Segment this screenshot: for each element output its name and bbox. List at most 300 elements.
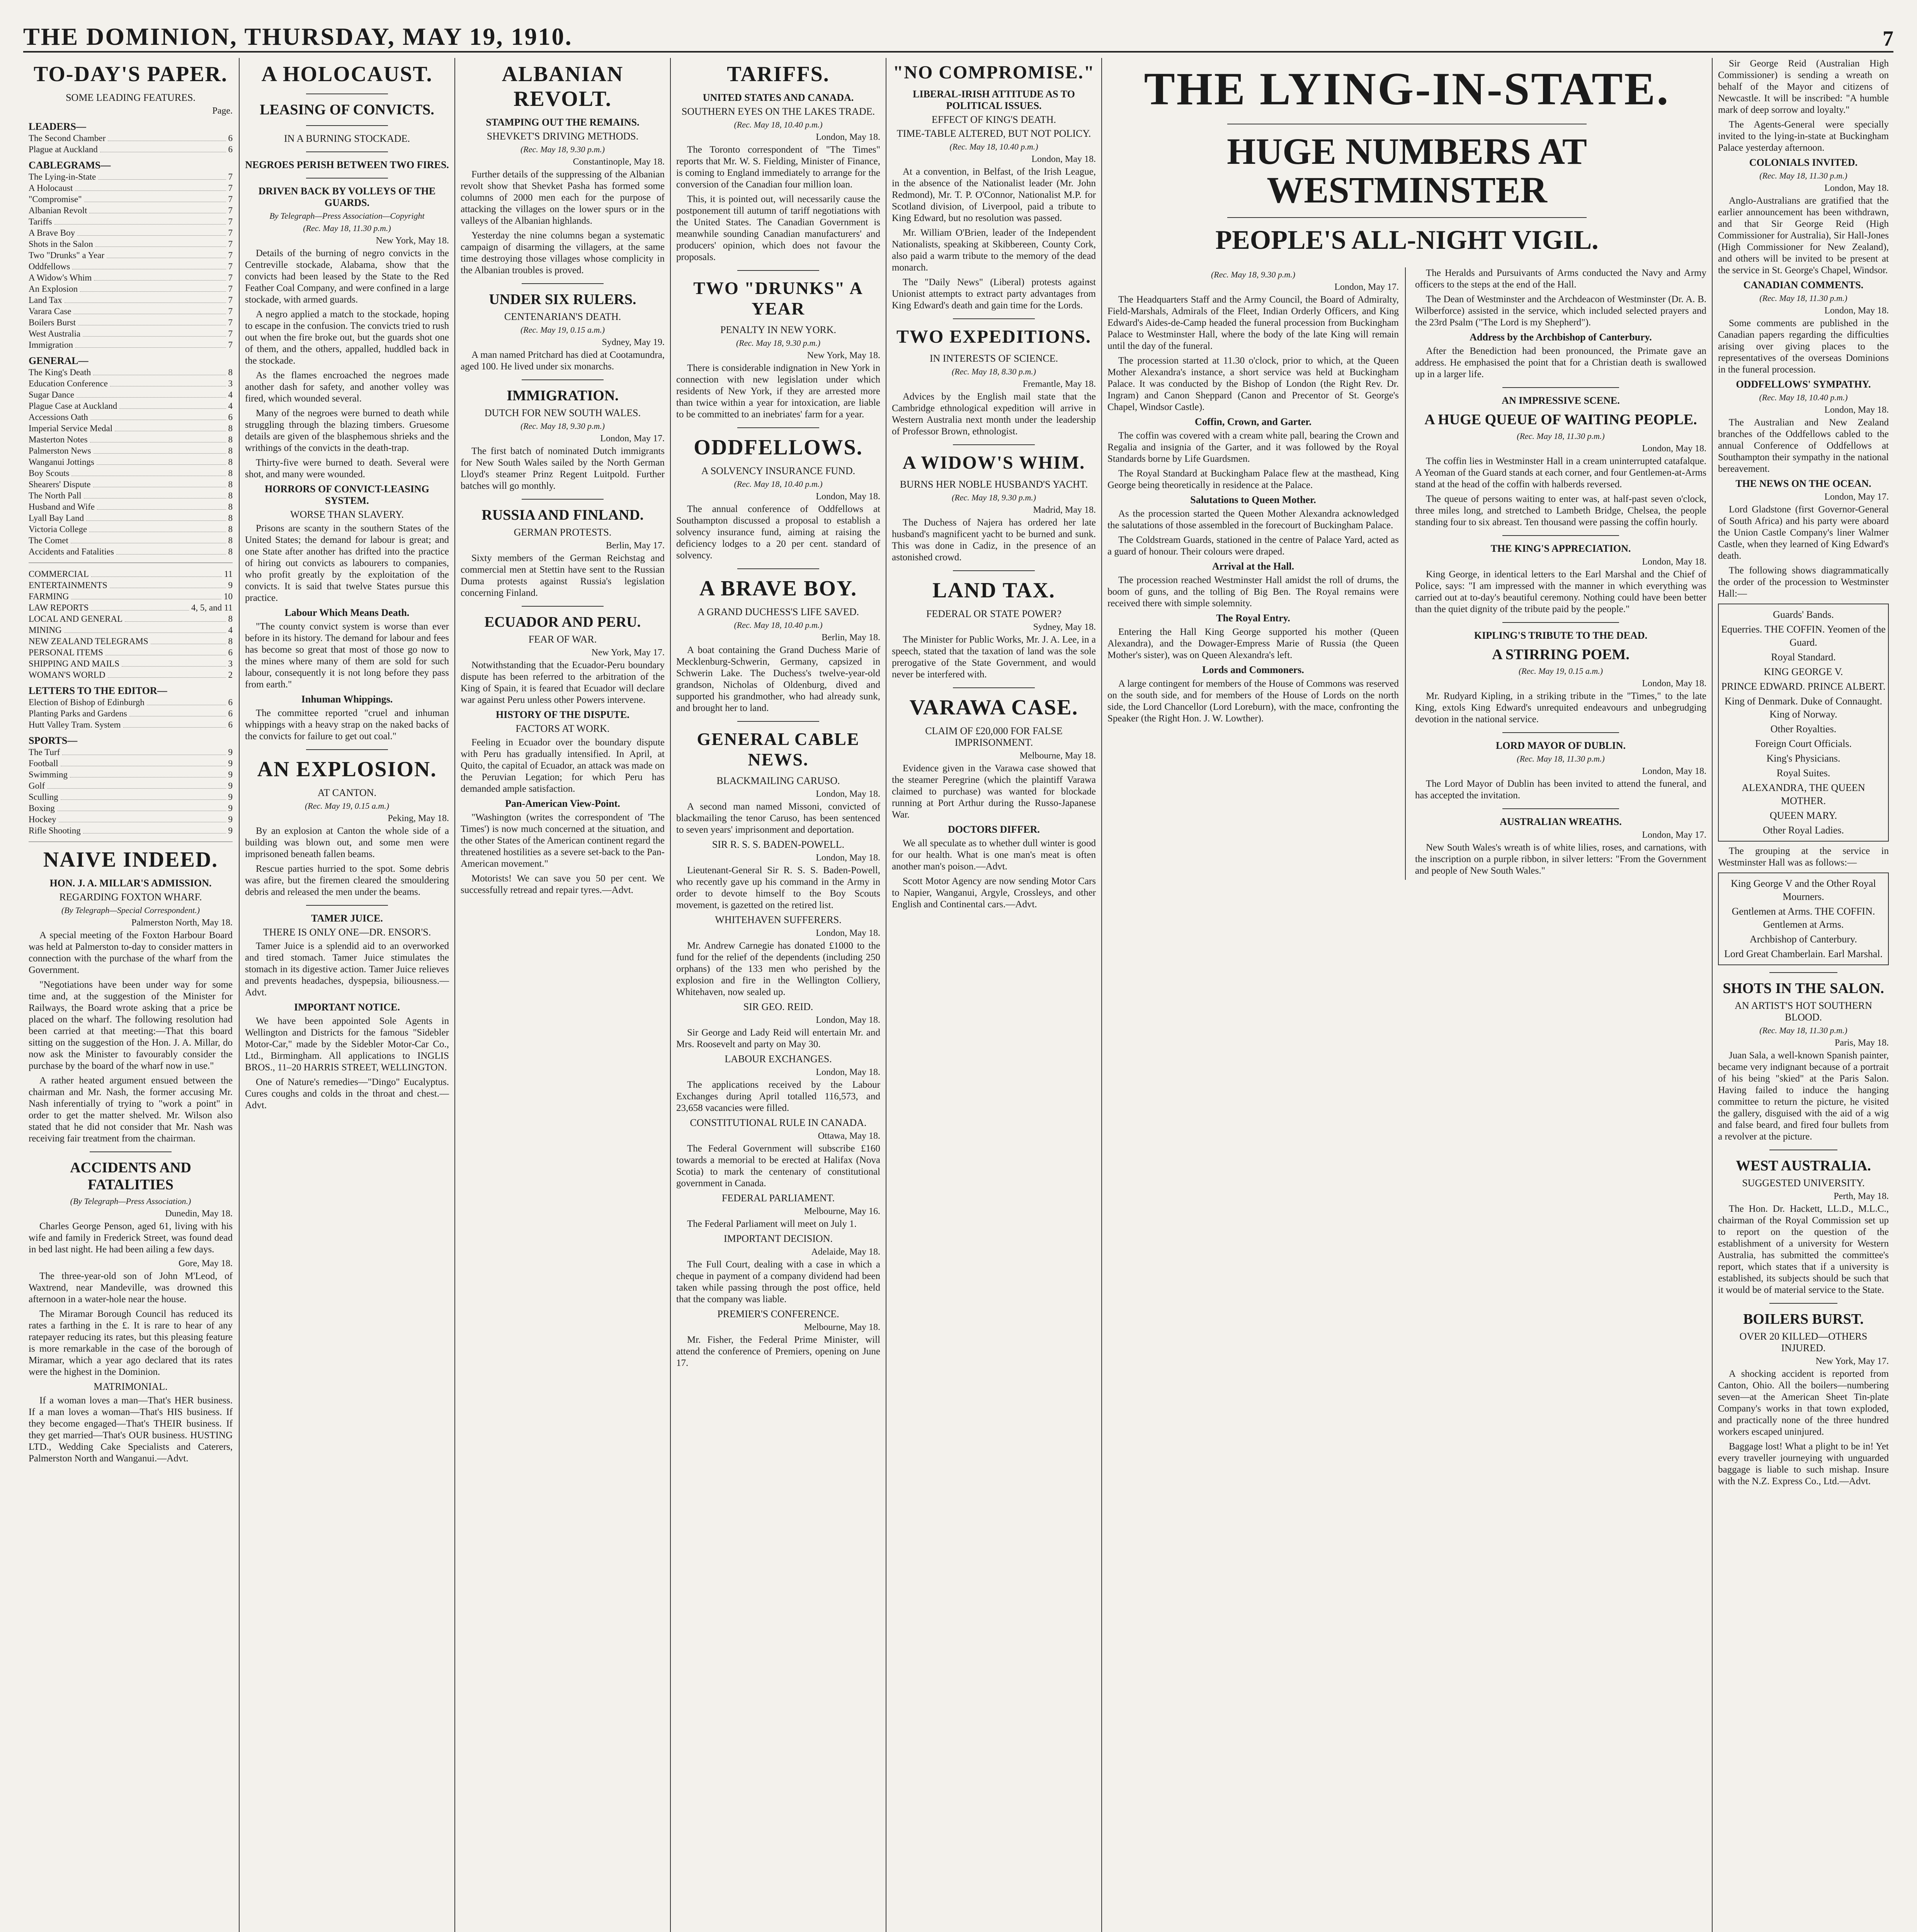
column-3 (455, 58, 670, 1932)
contents-title: "Compromise" (29, 194, 82, 204)
contents-row (29, 216, 233, 227)
contents-title: Rifle Shooting (29, 826, 81, 835)
article-paragraph: Further details of the suppressing of the Albanian revolt show that Shevket Pasha has formed some columns of 2000 men each for the purpose of attacking the villages on the lower spurs or in the valleys of the Albanian highlands. (461, 169, 665, 226)
column-5 (886, 58, 1101, 1932)
advertisement: Baggage lost! What a plight to be in! Yet every traveller journeying with unguarded baggage is liable to such mishap. Insure with the N.Z. Express Co., Ltd.—Advt. (1718, 1441, 1889, 1486)
article-paragraph: The procession reached Westminster Hall amidst the roll of drums, the boom of guns, and the tolling of Big Ben. The Royal remains were received there with simple solemnity. (1107, 575, 1399, 609)
contents-page: 11 (224, 569, 233, 579)
contents-page: 7 (228, 329, 233, 338)
contents-row (29, 468, 233, 479)
contents-page: 7 (228, 250, 233, 260)
dateline: Berlin, May 18. (822, 633, 880, 643)
article-paragraph: The first batch of nominated Dutch immigrants for New South Wales sailed by the North German Lloyd's steamer Prinz Regent Luitpold. Further batches will go monthly. (461, 446, 665, 491)
albanian-sub: SHEVKET'S DRIVING METHODS. (486, 131, 639, 142)
article-paragraph: Juan Sala, a well-known Spanish painter, became very indignant because of a portrait of his being "skied" at the Paris Salon. Having failed to induce the hanging committee to return the picture, he visited the gallery, disguised with the aid of a wig and false beard, and fired four bullets from a revolver at the picture. (1718, 1050, 1889, 1142)
west-australia-heading: WEST AUSTRALIA. (1736, 1158, 1871, 1174)
contents-row (29, 580, 233, 591)
albanian-heading: ALBANIAN REVOLT. (502, 62, 624, 111)
contents-title: Plague Case at Auckland (29, 401, 117, 411)
article-paragraph: As the flames encroached the negroes made another dash for safety, and another volley was fired, which wounded several. (245, 370, 449, 404)
section-heading: Labour Which Means Death. (284, 607, 410, 618)
expeditions-heading: TWO EXPEDITIONS. (896, 327, 1092, 347)
contents-title: Plague at Auckland (29, 145, 98, 154)
contents-title: NEW ZEALAND TELEGRAMS (29, 636, 148, 646)
contents-page: 7 (228, 228, 233, 238)
drunks-heading: TWO "DRUNKS" A YEAR (693, 278, 863, 318)
contents-page: 6 (228, 145, 233, 154)
contents-row (29, 708, 233, 719)
article-paragraph: Details of the burning of negro convicts in the Centreville stockade, Alabama, show that the convicts had been leased by the State to the Red Feather Coal Company, and were confined in a large stockade, with armed guards. (245, 248, 449, 305)
contents-row (29, 182, 233, 194)
holocaust-sub: LEASING OF CONVICTS. (260, 102, 434, 118)
dateline: New York, May 17. (591, 648, 665, 658)
article-paragraph: Evidence given in the Varawa case showed that the steamer Peregrine (which the plaintiff Varawa claimed to purchase) was wanted for blockade running at Port Arthur during the Russo-Japanese War. (892, 763, 1096, 820)
contents-title: FARMING (29, 592, 69, 601)
article-paragraph: The Lord Mayor of Dublin has been invited to attend the funeral, and has accepted the invitation. (1415, 779, 1706, 801)
holocaust-sub: IN A BURNING STOCKADE. (284, 133, 410, 144)
contents-page: 6 (228, 412, 233, 422)
contents-title: A Holocaust (29, 183, 73, 193)
dateline: Constantinople, May 18. (573, 157, 665, 167)
contents-title: MINING (29, 625, 62, 635)
received-line: (Rec. May 18, 10.40 p.m.) (734, 620, 823, 630)
drunks-sub: PENALTY IN NEW YORK. (720, 324, 836, 335)
article-paragraph: A negro applied a match to the stockade, hoping to escape in the confusion. The convicts tried to rush out when the fire broke out, but the guards shot one of them, and the others, appalled, huddled back in the stockade. (245, 309, 449, 366)
section-heading: SIR R. S. S. BADEN-POWELL. (712, 839, 845, 850)
dateline: London, May 18. (1642, 679, 1706, 689)
column-1 (23, 58, 238, 1932)
contents-page: 8 (228, 614, 233, 624)
contents-page: 6 (228, 709, 233, 718)
received-line: (Rec. May 18, 11.30 p.m.) (1759, 171, 1847, 180)
contents-title: LAW REPORTS (29, 603, 89, 612)
section-heading: COLONIALS INVITED. (1749, 157, 1858, 168)
advertisement: If a woman loves a man—That's HER business. If a man loves a woman—That's HIS business. If they become engaged—That's THEIR business. If they get married—That's OUR business. HUSTING LTD., Wedding Cake Specialists and Caterers, Palmerston North and Wanganui.—Advt. (29, 1395, 233, 1464)
article-paragraph: Yesterday the nine columns began a systematic campaign of disarming the villagers, at the same time destroying those villages whose complicity in the Albanian troubles is proved. (461, 230, 665, 276)
contents-page: 8 (228, 468, 233, 478)
dateline: Fremantle, May 18. (1022, 379, 1096, 389)
article-paragraph: The Duchess of Najera has ordered her late husband's magnificent yacht to be burned and sunk. This was done in Cadiz, in the presence of an astonished crowd. (892, 517, 1096, 563)
dateline: London, May 18. (816, 853, 880, 863)
contents-row (29, 456, 233, 468)
contents-page: 8 (228, 536, 233, 545)
dateline: Paris, May 18. (1835, 1038, 1889, 1048)
dateline: New York, May 18. (376, 236, 449, 246)
article-paragraph: The Miramar Borough Council has reduced its rates a farthing in the £. It is rare to hear of any ratepayer reducing its rates, but this pleasing feature is more remarkable in the case of the borough of Miramar, which a year ago declared that its rates were the highest in the Dominion. (29, 1309, 233, 1377)
dateline: London, May 17. (1824, 492, 1889, 502)
letters-list (29, 697, 233, 730)
dateline: London, May 18. (816, 928, 880, 938)
contents-page: 7 (228, 295, 233, 305)
advertisement: Scott Motor Agency are now sending Motor Cars to Napier, Wanganui, Argyle, Crossleys, and other English and Continental cars.—Advt. (892, 876, 1096, 910)
dateline: London, May 17. (1642, 830, 1706, 840)
advertisement: We all speculate as to whether dull winter is good for our health. What is one man's meat is often another man's poison.—Advt. (892, 838, 1096, 872)
article-paragraph: Entering the Hall King George supported his mother (Queen Alexandra), and the Dowager-Empress Marie of Russia (the Queen Mother's sister), was on Queen Alexandra's left. (1107, 627, 1399, 660)
section-heading: WORSE THAN SLAVERY. (290, 509, 404, 520)
contents-page: 8 (228, 636, 233, 646)
section-heading: PREMIER'S CONFERENCE. (717, 1308, 839, 1320)
procession-line: QUEEN MARY. (1769, 810, 1837, 821)
procession-line: Equerries. THE COFFIN. Yeomen of the Guard. (1721, 624, 1886, 648)
article-paragraph: Advices by the English mail state that the Cambridge ethnological expedition will arrive in Western Australia next month under the leadership of Professor Brown, ethnologist. (892, 391, 1096, 437)
contents-row (29, 328, 233, 339)
section-heading: AUSTRALIAN WREATHS. (1500, 816, 1622, 827)
masthead (23, 15, 1893, 53)
advert-sub: THERE IS ONLY ONE—DR. ENSOR'S. (263, 927, 431, 938)
cablegrams-list (29, 171, 233, 350)
holocaust-sub: DRIVEN BACK BY VOLLEYS OF THE GUARDS. (258, 185, 436, 208)
contents-page: 7 (228, 172, 233, 182)
procession-line: Guards' Bands. (1773, 609, 1834, 620)
compromise-sub: EFFECT OF KING'S DEATH. (931, 114, 1056, 125)
procession-line: Other Royalties. (1770, 723, 1837, 735)
section-heading: THE NEWS ON THE OCEAN. (1735, 478, 1871, 489)
contents-row (29, 261, 233, 272)
contents-title: Sugar Dance (29, 390, 75, 400)
article-paragraph: Sir George and Lady Reid will entertain Mr. and Mrs. Roosevelt and party on May 30. (676, 1027, 880, 1049)
section-heading: CANADIAN COMMENTS. (1743, 279, 1864, 291)
dateline: Sydney, May 18. (1033, 622, 1096, 632)
article-paragraph: The Headquarters Staff and the Army Council, the Board of Admiralty, Field-Marshals, Admirals of the Fleet, Indian Orderly Officers, and King Edward's Aides-de-Camp headed the funeral procession from Buckingham Palace to Westminster Hall, where the body of the late King will remain until the day of the funeral. (1107, 294, 1399, 351)
dateline: London, May 18. (816, 1067, 880, 1077)
contents-title: Football (29, 759, 58, 768)
oddfellows-sub: A SOLVENCY INSURANCE FUND. (701, 465, 856, 476)
contents-row (29, 389, 233, 400)
dateline: London, May 17. (1334, 282, 1399, 292)
advertisement: Motorists! We can save you 50 per cent. We successfully retread and repair tyres.—Advt. (461, 873, 665, 895)
contents-row (29, 171, 233, 182)
contents-page: 8 (228, 547, 233, 556)
section-heading: IMPORTANT DECISION. (724, 1233, 833, 1244)
section-heading: Salutations to Queen Mother. (1190, 494, 1316, 505)
todays-paper-heading: TO-DAY'S PAPER. (34, 62, 228, 86)
contents-title: Accidents and Fatalities (29, 547, 114, 556)
contents-page: 8 (228, 435, 233, 444)
contents-row (29, 490, 233, 501)
article-paragraph: The committee reported "cruel and inhuman whippings with a heavy strap on the naked backs of the convicts for failure to get out coal." (245, 708, 449, 742)
dateline: London, May 18. (816, 492, 880, 502)
lying-col-left (1107, 267, 1406, 880)
contents-title: An Explosion (29, 284, 78, 294)
contents-page: 8 (228, 491, 233, 500)
contents-row (29, 803, 233, 814)
contents-title: Boy Scouts (29, 468, 70, 478)
general-head: GENERAL— (29, 355, 88, 366)
contents-row (29, 780, 233, 791)
explosion-heading: AN EXPLOSION. (257, 757, 437, 781)
contents-row (29, 283, 233, 294)
contents-row (29, 568, 233, 580)
west-australia-sub: SUGGESTED UNIVERSITY. (1742, 1177, 1865, 1189)
contents-row (29, 524, 233, 535)
cable-news-heading: GENERAL CABLE NEWS. (697, 729, 860, 769)
dateline: London, May 18. (1824, 306, 1889, 316)
article-paragraph: A large contingent for members of the House of Commons was reserved on the south side, and for members of the House of Lords on the north side, the Lord Chancellor (Lord Loreburn), with the mace, confronting the Speaker (the Right Hon. J. W. Lowther). (1107, 679, 1399, 724)
procession-line: KING GEORGE V. (1764, 666, 1843, 677)
contents-title: Shots in the Salon (29, 239, 93, 249)
dateline: London, May 18. (1642, 557, 1706, 567)
received-line: (Rec. May 19, 0.15 a.m.) (304, 801, 390, 811)
contents-row (29, 194, 233, 205)
article-paragraph: The annual conference of Oddfellows at Southampton discussed a proposal to establish a solvency insurance fund, aiming at raising the deficiency lodges to a 20 per cent. standard of solvency. (676, 504, 880, 561)
received-line: (Rec. May 18, 8.30 p.m.) (951, 367, 1036, 376)
article-paragraph: A second man named Missoni, convicted of blackmailing the tenor Caruso, has been sentenced to seven years' imprisonment and deportation. (676, 801, 880, 835)
naive-subheading: HON. J. A. MILLAR'S ADMISSION. (49, 878, 212, 889)
contents-row (29, 591, 233, 602)
sections-list (29, 568, 233, 680)
contents-title: Immigration (29, 340, 73, 350)
article-paragraph: The Royal Standard at Buckingham Palace flew at the masthead, King George being theoretically in residence at the Palace. (1107, 468, 1399, 490)
advertisement: Tamer Juice is a splendid aid to an overworked and tired stomach. Tamer Juice stimulates the stomach in its digestive action. Tamer Juice relieves and prevents headaches, dyspepsia, biliousness.—Advt. (245, 941, 449, 998)
section-heading: KIPLING'S TRIBUTE TO THE DEAD. (1474, 630, 1648, 641)
grouping-line: Lord Great Chamberlain. Earl Marshal. (1724, 948, 1883, 959)
contents-row (29, 434, 233, 445)
contents-title: Boxing (29, 803, 55, 813)
shots-heading: SHOTS IN THE SALON. (1723, 980, 1884, 997)
received-line: (Rec. May 18, 10.40 p.m.) (734, 479, 823, 489)
contents-row (29, 412, 233, 423)
contents-page: 8 (228, 367, 233, 377)
contents-row (29, 317, 233, 328)
albanian-sub: STAMPING OUT THE REMAINS. (486, 117, 640, 128)
dateline: London, May 18. (1642, 444, 1706, 454)
section-heading: Coffin, Crown, and Garter. (1195, 416, 1311, 427)
article-paragraph: Mr. Fisher, the Federal Prime Minister, will attend the conference of Premiers, opening on June 17. (676, 1335, 880, 1368)
section-heading: The Royal Entry. (1216, 612, 1290, 624)
received-line: (Rec. May 18, 9.30 p.m.) (951, 493, 1036, 502)
received-line: (Rec. May 18, 10.40 p.m.) (734, 120, 823, 129)
received-line: (Rec. May 18, 9.30 p.m.) (520, 421, 605, 431)
article-paragraph: A man named Pritchard has died at Cootamundra, aged 100. He lived under six monarchs. (461, 350, 665, 372)
boilers-heading: BOILERS BURST. (1743, 1311, 1864, 1327)
dateline: London, May 18. (1642, 766, 1706, 776)
received-line: (Rec. May 18, 9.30 p.m.) (1211, 270, 1296, 279)
procession-line: ALEXANDRA, THE QUEEN MOTHER. (1742, 782, 1865, 806)
article-paragraph: Mr. Rudyard Kipling, in a striking tribute in the "Times," to the late King, extols King Edward's unrequited endeavours and unbegrudging devotion in the national service. (1415, 691, 1706, 724)
article-paragraph: The Full Court, dealing with a case in which a cheque in payment of a company dividend had been taken while passing through the post office, held that the company was liable. (676, 1259, 880, 1304)
article-paragraph: Thirty-five were burned to death. Several were shot, and many were wounded. (245, 457, 449, 480)
dateline: New York, May 18. (807, 350, 880, 361)
dateline: New York, May 17. (1815, 1356, 1889, 1366)
contents-page: 6 (228, 697, 233, 707)
contents-page: 7 (228, 262, 233, 271)
contents-row (29, 238, 233, 250)
contents-title: Shearers' Dispute (29, 480, 91, 489)
article-paragraph: Lieutenant-General Sir R. S. S. Baden-Powell, who recently gave up his command in the Army in order to devote himself to the Boy Scouts movement, is gazetted on the retired list. (676, 865, 880, 910)
contents-page: 9 (228, 759, 233, 768)
naive-subheading-2: REGARDING FOXTON WHARF. (59, 891, 202, 903)
contents-row (29, 144, 233, 155)
article-paragraph: Charles George Penson, aged 61, living with his wife and family in Frederick Street, was found dead in bed last night. He had been ailing a few days. (29, 1221, 233, 1255)
dateline: Adelaide, May 18. (811, 1247, 880, 1257)
contents-title: Masterton Notes (29, 435, 88, 444)
dateline: London, May 18. (1824, 405, 1889, 415)
grouping-line: King George V and the Other Royal Mourners. (1731, 878, 1876, 902)
article-paragraph: The grouping at the service in Westminster Hall was as follows:— (1718, 846, 1889, 868)
page-number: 7 (1883, 27, 1893, 51)
leaders-head: LEADERS— (29, 121, 86, 132)
tariffs-sub: SOUTHERN EYES ON THE LAKES TRADE. (681, 106, 875, 117)
procession-line: Royal Standard. (1771, 651, 1836, 663)
contents-page: 3 (228, 659, 233, 668)
contents-row (29, 758, 233, 769)
land-tax-heading: LAND TAX. (932, 578, 1055, 602)
expeditions-sub: IN INTERESTS OF SCIENCE. (929, 353, 1058, 364)
contents-page: 4 (228, 401, 233, 411)
contents-title: Palmerston News (29, 446, 91, 456)
article-paragraph: The Federal Parliament will meet on July 1. (687, 1219, 857, 1229)
byline: (By Telegraph—Special Correspondent.) (61, 905, 200, 915)
naive-heading: NAIVE INDEED. (43, 848, 218, 872)
contents-title: Husband and Wife (29, 502, 95, 512)
section-heading: Address by the Archbishop of Canterbury. (1470, 332, 1652, 343)
article-paragraph: The following shows diagrammatically the order of the procession to Westminster Hall:— (1718, 565, 1889, 599)
article-paragraph: Notwithstanding that the Ecuador-Peru boundary dispute has been referred to the arbitration of the King of Spain, it is feared that Ecuador will declare war against Peru unless other Powers intervene. (461, 660, 665, 705)
advert-heading: TAMER JUICE. (311, 913, 383, 924)
letters-head: LETTERS TO THE EDITOR— (29, 685, 167, 696)
sports-head: SPORTS— (29, 735, 78, 746)
article-paragraph: A special meeting of the Foxton Harbour Board was held at Palmerston to-day to consider matters in connection with the purchase of the wharf from the Government. (29, 930, 233, 975)
contents-row (29, 546, 233, 557)
procession-line: King's Physicians. (1766, 753, 1840, 764)
article-paragraph: Anglo-Australians are gratified that the earlier announcement has been withdrawn, and that Sir George Reid (High Commissioner for Australia), Sir Hall-Jones (High Commissioner for New Zealand), and others will be invited to be present at the service in St. George's Chapel, Windsor. (1718, 196, 1889, 276)
contents-page: 7 (228, 206, 233, 215)
dateline: Berlin, May 17. (606, 541, 665, 551)
immigration-heading: IMMIGRATION. (507, 388, 619, 404)
contents-title: A Widow's Whim (29, 273, 92, 282)
contents-row (29, 602, 233, 613)
contents-row (29, 339, 233, 350)
contents-row (29, 133, 233, 144)
contents-title: Golf (29, 781, 45, 791)
dateline: Melbourne, May 18. (804, 1322, 880, 1332)
contents-row (29, 814, 233, 825)
contents-row (29, 535, 233, 546)
section-heading: AN IMPRESSIVE SCENE. (1502, 395, 1620, 406)
contents-page: 6 (228, 648, 233, 657)
contents-title: Albanian Revolt (29, 206, 87, 215)
contents-page: 4, 5, and 11 (191, 603, 233, 612)
contents-row (29, 423, 233, 434)
contents-title: The North Pall (29, 491, 82, 500)
varawa-sub: CLAIM OF £20,000 FOR FALSE IMPRISONMENT. (925, 725, 1063, 748)
contents-title: Land Tax (29, 295, 62, 305)
article-paragraph: The "Daily News" (Liberal) protests against Unionist attempts to extract party advantages from King Edward's death and gain time for the Lords. (892, 277, 1096, 311)
contents-row (29, 205, 233, 216)
article-paragraph: Sixty members of the German Reichstag and commercial men at Stettin have sent to the Russian Duma protests against Russia's legislation concerning Finland. (461, 553, 665, 598)
contents-title: The Comet (29, 536, 68, 545)
section-heading: Pan-American View-Point. (505, 798, 620, 809)
received-line: (Rec. May 18, 9.30 p.m.) (736, 338, 821, 348)
section-heading: SIR GEO. REID. (743, 1001, 813, 1012)
dateline: London, May 18. (816, 132, 880, 142)
received-line: (Rec. May 18, 11.30 p.m.) (1759, 1026, 1847, 1035)
general-list (29, 367, 233, 557)
section-heading: Inhuman Whippings. (301, 694, 393, 705)
received-line: (Rec. May 18, 9.30 p.m.) (520, 145, 605, 154)
tariffs-sub: UNITED STATES AND CANADA. (703, 92, 854, 103)
masthead-title: THE DOMINION, THURSDAY, MAY 19, 1910. (23, 23, 573, 50)
shots-sub: AN ARTIST'S HOT SOUTHERN BLOOD. (1735, 1000, 1872, 1023)
contents-title: Election of Bishop of Edinburgh (29, 697, 145, 707)
holocaust-heading: A HOLOCAUST. (261, 62, 433, 86)
contents-page: 7 (228, 273, 233, 282)
received-line: (Rec. May 19, 0.15 a.m.) (520, 325, 605, 335)
contents-title: The Turf (29, 747, 60, 757)
contents-title: Two "Drunks" a Year (29, 250, 105, 260)
contents-page: 9 (228, 826, 233, 835)
contents-row (29, 769, 233, 780)
contents-title: SHIPPING AND MAILS (29, 659, 120, 668)
land-tax-sub: FEDERAL OR STATE POWER? (926, 608, 1062, 619)
section-heading: Lords and Commoners. (1202, 664, 1304, 675)
section-heading: CONSTITUTIONAL RULE IN CANADA. (690, 1117, 867, 1128)
contents-row (29, 658, 233, 669)
lying-in-state-heading: THE LYING-IN-STATE. (1144, 63, 1670, 114)
contents-row (29, 512, 233, 524)
article-paragraph: The coffin was covered with a cream white pall, bearing the Crown and Regalia and insignia of the Garter, and it was followed by the Royal Standards borne by Life Guardsmen. (1107, 430, 1399, 464)
article-paragraph: After the Benediction had been pronounced, the Primate gave an address. He emphasised the point that for a Christian death is swallowed up in a larger life. (1415, 346, 1706, 379)
section-heading: BLACKMAILING CARUSO. (716, 775, 840, 786)
contents-row (29, 647, 233, 658)
contents-row (29, 669, 233, 680)
article-paragraph: This, it is pointed out, will necessarily cause the postponement till autumn of tariff negotiations with the United States. The Canadian Government is meanwhile sounding Canadian manufacturers' and producers' opinion, which does not favour the proposals. (676, 194, 880, 262)
widow-heading: A WIDOW'S WHIM. (902, 452, 1085, 473)
lying-in-state-section (1102, 58, 1712, 1932)
contents-title: The Second Chamber (29, 133, 106, 143)
article-paragraph: The procession started at 11.30 o'clock, prior to which, at the Queen Mother Alexandra's instance, a short service was held at Buckingham Palace. It was conducted by the Bishop of London (the Right Rev. Dr. Ingram) and Canon Sheppard (Canon and Precentor of St. George's Chapel, Windsor Castle). (1107, 355, 1399, 412)
lying-col-right (1415, 267, 1706, 880)
contents-page: 6 (228, 720, 233, 730)
contents-page: 3 (228, 379, 233, 388)
received-line: (Rec. May 18, 10.40 p.m.) (949, 142, 1038, 151)
contents-row (29, 367, 233, 378)
explosion-sub: AT CANTON. (317, 787, 377, 798)
dateline: London, May 18. (1824, 183, 1889, 193)
matrimonial-heading: MATRIMONIAL. (94, 1381, 168, 1392)
contents-title: Swimming (29, 770, 68, 779)
article-paragraph: The Agents-General were specially invited to the lying-in-state at Buckingham Palace yesterday afternoon. (1718, 119, 1889, 153)
contents-page: 7 (228, 284, 233, 294)
contents-page: 7 (228, 183, 233, 193)
compromise-sub: LIBERAL-IRISH ATTITUDE AS TO POLITICAL ISSUES. (913, 88, 1075, 111)
grouping-line: Gentlemen at Arms. THE COFFIN. Gentlemen at Arms. (1732, 906, 1875, 930)
contents-page: 2 (228, 670, 233, 680)
sports-list (29, 747, 233, 836)
article-paragraph: The Dean of Westminster and the Archdeacon of Westminster (Dr. A. B. Wilberforce) assisted in the service, which included selected prayers and the 23rd Psalm ("The Lord is my Shepherd"). (1415, 294, 1706, 328)
contents-row (29, 501, 233, 512)
received-line: (Rec. May 18, 10.40 p.m.) (1759, 393, 1848, 402)
contents-row (29, 747, 233, 758)
article-paragraph: A boat containing the Grand Duchess Marie of Mecklenburg-Schwerin, Germany, capsized in Schwerin Lake. The Duchess's twelve-year-old grandson, Nicholas of Oldenburg, dived and supported his grandmother, who had already sunk, and brought her to land. (676, 645, 880, 713)
contents-page: 9 (228, 580, 233, 590)
byline: By Telegraph—Press Association—Copyright (269, 211, 425, 221)
contents-title: A Brave Boy (29, 228, 75, 238)
contents-row (29, 825, 233, 836)
contents-title: Planting Parks and Gardens (29, 709, 127, 718)
contents-title: PERSONAL ITEMS (29, 648, 103, 657)
procession-line: King of Denmark. Duke of Connaught. King of Norway. (1725, 696, 1882, 720)
article-paragraph: Feeling in Ecuador over the boundary dispute with Peru has gradually intensified. In April, at Quito, the capital of Ecuador, an attack was made on the Peruvian Legation; for which Peru has demanded ample satisfaction. (461, 737, 665, 794)
dateline: London, May 17. (600, 434, 665, 444)
contents-row (29, 697, 233, 708)
contents-title: Hockey (29, 815, 56, 824)
received-line: (Rec. May 18, 11.30 p.m.) (1517, 431, 1605, 441)
contents-title: The King's Death (29, 367, 91, 377)
article-paragraph: Rescue parties hurried to the spot. Some debris was afire, but the firemen cleared the smouldering debris and released the men under the beams. (245, 864, 449, 897)
article-paragraph: The Hon. Dr. Hackett, LL.D., M.L.C., chairman of the Royal Commission set up to report on the question of the establishment of a university for Western Australia, has submitted the committee's report, which states that if a university is established, its subjects should be such that it would be of material service to the State. (1718, 1204, 1889, 1295)
brave-boy-sub: A GRAND DUCHESS'S LIFE SAVED. (697, 606, 859, 617)
